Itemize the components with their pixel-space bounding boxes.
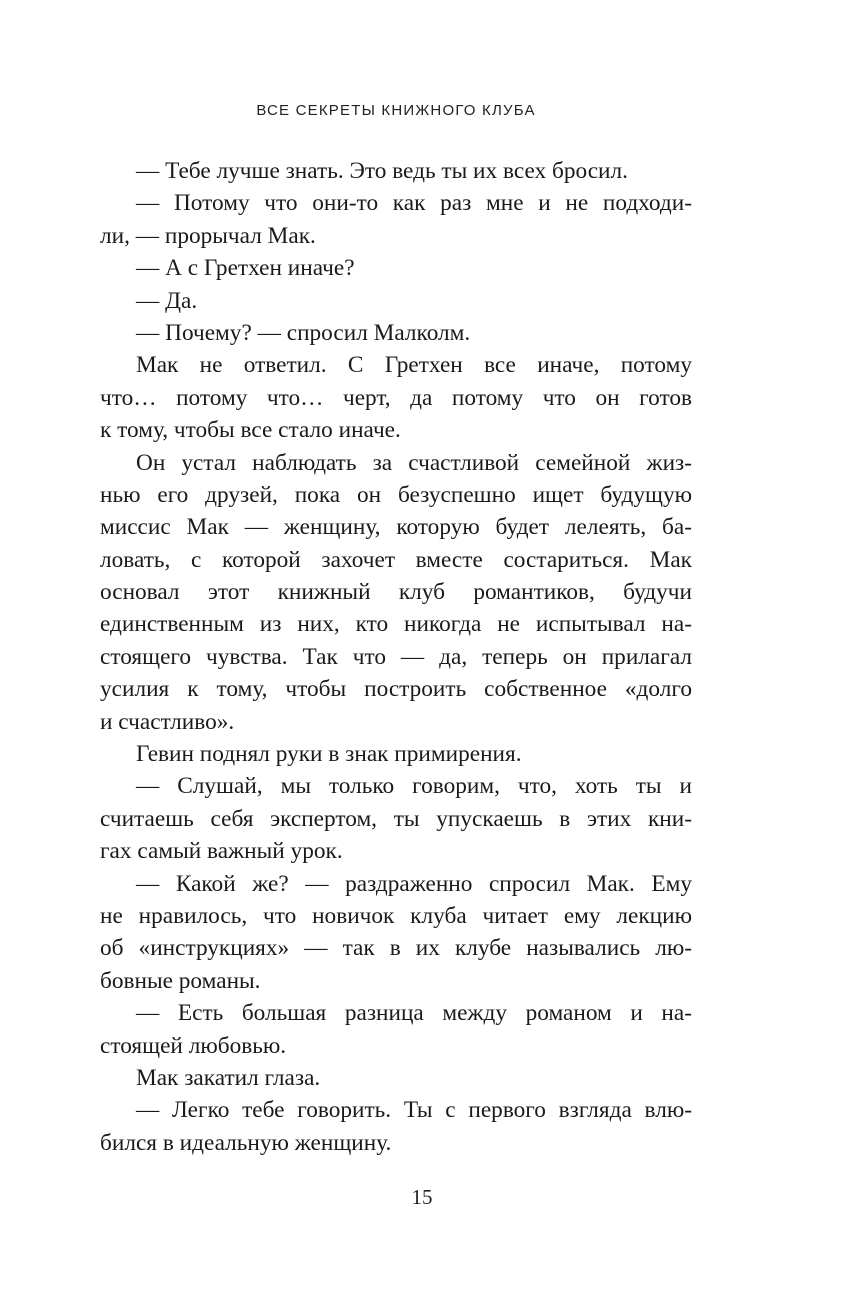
text-line: считаешь себя экспертом, ты упускаешь в этих кни- xyxy=(100,805,692,832)
text-line: что… потому что… черт, да потому что он готов xyxy=(100,384,692,411)
text-line: Он устал наблюдать за счастливой семейной жиз- xyxy=(136,449,692,476)
text-line: ловать, с которой захочет вместе состариться. Мак xyxy=(100,546,692,573)
text-line: ли, — прорычал Мак. xyxy=(100,222,316,249)
text-line: основал этот книжный клуб романтиков, будучи xyxy=(100,579,692,606)
text-line: — Слушай, мы только говорим, что, хоть ты и xyxy=(136,773,692,800)
text-line: единственным из них, кто никогда не испытывал на- xyxy=(100,611,692,638)
body-text xyxy=(100,155,692,1159)
text-line: — Потому что они-то как раз мне и не подходи- xyxy=(136,190,692,217)
text-line: — А с Гретхен иначе? xyxy=(136,255,355,282)
text-line: гах самый важный урок. xyxy=(100,838,343,865)
text-line: не нравилось, что новичок клуба читает ему лекцию xyxy=(100,902,692,929)
text-line: к тому, чтобы все стало иначе. xyxy=(100,417,401,444)
text-line: — Да. xyxy=(136,287,198,314)
text-line: — Тебе лучше знать. Это ведь ты их всех бросил. xyxy=(136,158,628,184)
text-line: усилия к тому, чтобы построить собственное «долго xyxy=(100,676,692,703)
text-line: об «инструкциях» — так в их клубе назывались лю- xyxy=(100,935,692,962)
running-head: ВСЕ СЕКРЕТЫ КНИЖНОГО КЛУБА xyxy=(256,102,536,119)
text-line: миссис Мак — женщину, которую будет лелеять, ба- xyxy=(100,514,692,541)
text-line: стоящей любовью. xyxy=(100,1032,287,1059)
text-line: бовные романы. xyxy=(100,967,261,994)
text-line: — Какой же? — раздраженно спросил Мак. Ему xyxy=(136,870,692,897)
text-line: Мак закатил глаза. xyxy=(136,1064,321,1091)
text-line: — Есть большая разница между романом и на- xyxy=(136,1000,692,1027)
text-line: нью его друзей, пока он безуспешно ищет будущую xyxy=(100,481,692,508)
text-line: — Легко тебе говорить. Ты с первого взгляда влю- xyxy=(136,1097,692,1124)
text-line: — Почему? — спросил Малколм. xyxy=(136,319,471,346)
text-line: стоящего чувства. Так что — да, теперь он прилагал xyxy=(100,643,692,670)
text-line: Гевин поднял руки в знак примирения. xyxy=(136,741,522,768)
text-line: и счастливо». xyxy=(100,708,235,735)
text-line: Мак не ответил. С Гретхен все иначе, потому xyxy=(136,352,692,379)
page-number: 15 xyxy=(411,1185,433,1209)
text-line: бился в идеальную женщину. xyxy=(100,1129,392,1156)
